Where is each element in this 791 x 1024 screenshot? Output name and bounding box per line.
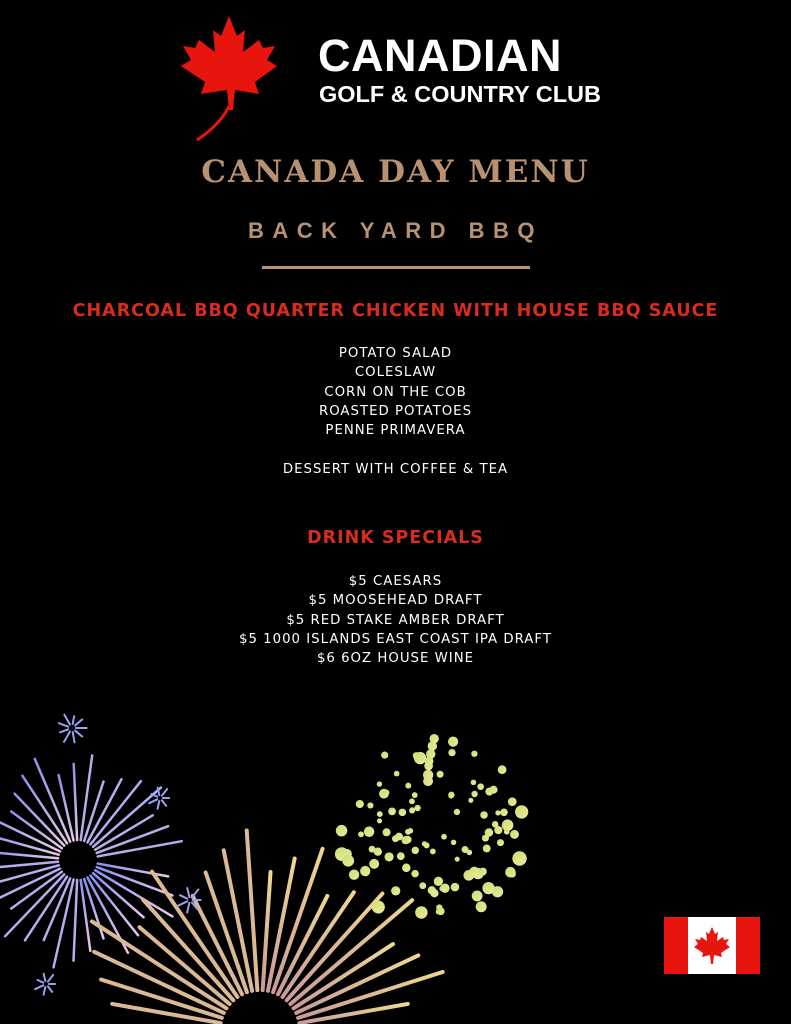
dessert-line xyxy=(0,460,791,479)
list-item: ROASTED POTATOES xyxy=(318,403,473,419)
canada-flag-icon xyxy=(664,917,760,974)
list-item: COLESLAW xyxy=(354,365,437,381)
sides-list xyxy=(0,344,791,440)
list-item: CORN ON THE COB xyxy=(324,384,467,400)
main-dish-heading: CHARCOAL BBQ QUARTER CHICKEN WITH HOUSE BBQ SAUCE xyxy=(72,301,719,321)
list-item: DESSERT WITH COFFEE & TEA xyxy=(282,462,509,477)
list-item: PENNE PRIMAVERA xyxy=(325,423,466,439)
divider xyxy=(262,266,530,269)
list-item: POTATO SALAD xyxy=(338,346,453,361)
list-item: $5 1000 ISLANDS EAST COAST IPA DRAFT xyxy=(239,631,552,647)
list-item: $5 CAESARS xyxy=(348,574,443,589)
drinks-list xyxy=(0,572,791,668)
list-item: $5 MOOSEHEAD DRAFT xyxy=(308,593,483,609)
menu-title: CANADA DAY MENU xyxy=(201,154,590,190)
brand-subtitle: GOLF & COUNTRY CLUB xyxy=(319,81,601,107)
fireworks-icon xyxy=(0,700,560,1024)
menu-subtitle: BACK YARD BBQ xyxy=(247,218,544,243)
maple-leaf-icon xyxy=(178,14,280,142)
list-item: $6 6OZ HOUSE WINE xyxy=(316,651,475,667)
drinks-heading: DRINK SPECIALS xyxy=(307,528,484,548)
list-item: $5 RED STAKE AMBER DRAFT xyxy=(286,612,505,628)
brand-name: CANADIAN xyxy=(318,30,562,81)
